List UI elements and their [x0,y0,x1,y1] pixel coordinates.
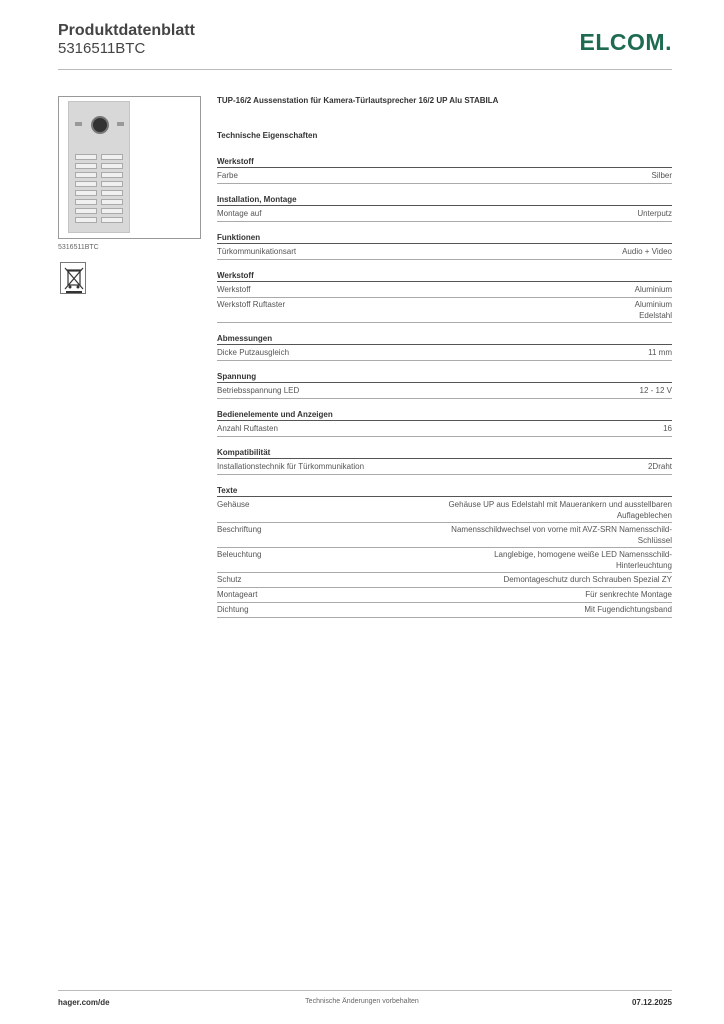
spec-row [217,549,672,573]
spec-label: Türkommunikationsart [217,247,297,256]
speaker-grille-left [75,122,82,126]
spec-value: Audio + Video [622,247,672,256]
spec-label: Beschriftung [217,525,262,534]
spec-value-continued: Auflageblechen [616,511,672,520]
spec-label: Farbe [217,171,238,180]
spec-row [217,385,672,399]
spec-row [217,423,672,437]
spec-value: Silber [651,171,672,180]
spec-value: Demontageschutz durch Schrauben Spezial ZY [503,575,672,584]
spec-label: Montage auf [217,209,262,218]
product-image [58,96,201,239]
call-button-icon [75,190,97,196]
spec-row [217,499,672,523]
spec-label: Dichtung [217,605,249,614]
call-button-grid [75,154,125,232]
spec-value-continued: Edelstahl [639,311,672,320]
spec-value: Unterputz [637,209,672,218]
footer-website: hager.com/de [58,998,110,1007]
spec-value: Gehäuse UP aus Edelstahl mit Mauerankern und ausstellbaren [448,500,672,509]
spec-value: 16 [663,424,672,433]
section-heading: Funktionen [217,233,672,244]
spec-value: Aluminium [634,285,672,294]
section-heading: Bedienelemente und Anzeigen [217,410,672,421]
spec-row [217,524,672,548]
call-button-icon [101,190,123,196]
spec-label: Schutz [217,575,242,584]
spec-label: Betriebsspannung LED [217,386,300,395]
section-heading: Abmessungen [217,334,672,345]
spec-value: Aluminium [634,300,672,309]
spec-value-continued: Schlüssel [637,536,672,545]
spec-value: Für senkrechte Montage [585,590,672,599]
footer-disclaimer: Technische Änderungen vorbehalten [305,998,419,1005]
spec-row [217,347,672,361]
weee-bin-icon [60,262,86,294]
spec-row [217,299,672,323]
door-station-panel [68,101,130,233]
call-button-icon [101,199,123,205]
camera-icon [91,116,109,134]
spec-value: 12 - 12 V [639,386,672,395]
spec-row [217,246,672,260]
spec-row [217,604,672,618]
page-title: Produktdatenblatt [58,22,195,39]
spec-value: Langlebige, homogene weiße LED Namensschild- [494,550,672,559]
call-button-icon [75,181,97,187]
spec-row [217,284,672,298]
speaker-grille-right [117,122,124,126]
call-button-icon [101,217,123,223]
spec-value-continued: Hinterleuchtung [615,561,672,570]
call-button-icon [101,154,123,160]
call-button-icon [75,154,97,160]
spec-label: Gehäuse [217,500,250,509]
spec-label: Montageart [217,590,258,599]
footer-divider [58,990,672,991]
call-button-icon [75,217,97,223]
spec-row [217,208,672,222]
spec-label: Beleuchtung [217,550,262,559]
product-name: TUP-16/2 Aussenstation für Kamera-Türlautsprecher 16/2 UP Alu STABILA [217,96,499,105]
call-button-icon [75,163,97,169]
spec-row [217,574,672,588]
call-button-icon [101,181,123,187]
spec-row [217,170,672,184]
section-heading: Werkstoff [217,271,672,282]
header-divider [58,69,672,70]
image-caption: 5316511BTC [58,244,99,251]
call-button-icon [101,163,123,169]
spec-row [217,461,672,475]
call-button-icon [75,172,97,178]
call-button-icon [75,208,97,214]
spec-label: Werkstoff [217,285,251,294]
spec-row [217,589,672,603]
spec-label: Dicke Putzausgleich [217,348,290,357]
section-heading: Installation, Montage [217,195,672,206]
call-button-icon [75,199,97,205]
footer-date: 07.12.2025 [631,998,672,1007]
call-button-icon [101,208,123,214]
spec-value: Mit Fugendichtungsband [584,605,672,614]
section-heading: Kompatibilität [217,448,672,459]
section-heading: Werkstoff [217,157,672,168]
spec-value: 2Draht [647,462,672,471]
section-heading: Spannung [217,372,672,383]
technical-properties-heading: Technische Eigenschaften [217,131,318,140]
spec-label: Werkstoff Ruftaster [217,300,286,309]
call-button-icon [101,172,123,178]
spec-label: Anzahl Ruftasten [217,424,278,433]
section-heading: Texte [217,486,672,497]
spec-value: Namensschildwechsel von vorne mit AVZ-SRN Namensschild- [451,525,672,534]
spec-value: 11 mm [648,348,672,357]
page-header [58,20,672,70]
brand-logo: ELCOM. [579,29,672,55]
product-code: 5316511BTC [58,40,146,57]
spec-label: Installationstechnik für Türkommunikation [217,462,365,471]
